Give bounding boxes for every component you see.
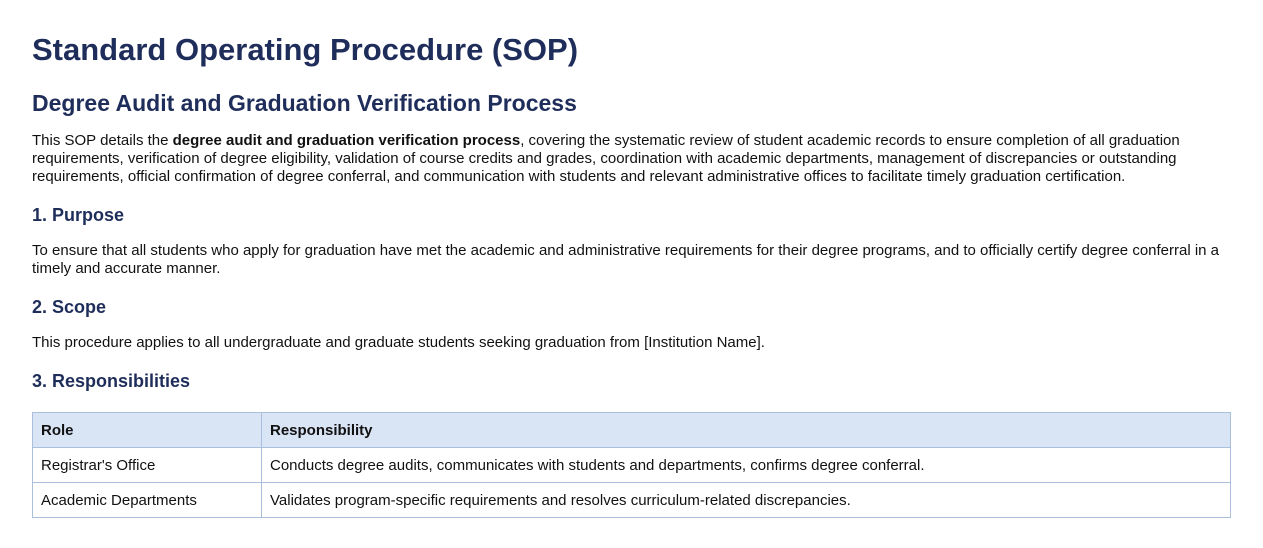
column-header-responsibility: Responsibility: [262, 413, 1231, 448]
role-cell: Registrar's Office: [33, 448, 262, 483]
intro-bold-phrase: degree audit and graduation verification process: [172, 132, 521, 149]
intro-paragraph: [32, 132, 1231, 186]
responsibility-cell: Validates program-specific requirements and resolves curriculum-related discrepancies.: [262, 483, 1231, 518]
responsibility-cell: Conducts degree audits, communicates with students and departments, confirms degree conferral.: [262, 448, 1231, 483]
responsibilities-table: [32, 412, 1231, 518]
table-header-row: [33, 413, 1231, 448]
table-row: [33, 448, 1231, 483]
column-header-role: Role: [33, 413, 262, 448]
purpose-text: To ensure that all students who apply for graduation have met the academic and administrative requirements for their degree programs, and to officially certify degree conferral in a timely and accurate manner.: [32, 242, 1220, 277]
scope-heading: 2. Scope: [32, 297, 107, 317]
purpose-heading: 1. Purpose: [32, 205, 125, 225]
intro-prefix: This SOP details the: [32, 132, 173, 149]
intro-suffix: , covering the systematic review of student academic records to ensure completion of all graduation requirements, verification of degree eligibility, validation of course credits and grades, coordination with academic departments, management of discrepancies or outstanding requirements, official confirmation of degree conferral, and communication with students and relevant administrative offices to facilitate timely graduation certification.: [32, 132, 1180, 185]
page-subtitle: Degree Audit and Graduation Verification Process: [32, 90, 577, 116]
page-title: Standard Operating Procedure (SOP): [32, 32, 579, 67]
table-row: [33, 483, 1231, 518]
scope-text: This procedure applies to all undergraduate and graduate students seeking graduation from [Institution Name].: [32, 334, 765, 351]
responsibilities-heading: 3. Responsibilities: [32, 371, 191, 391]
role-cell: Academic Departments: [33, 483, 262, 518]
